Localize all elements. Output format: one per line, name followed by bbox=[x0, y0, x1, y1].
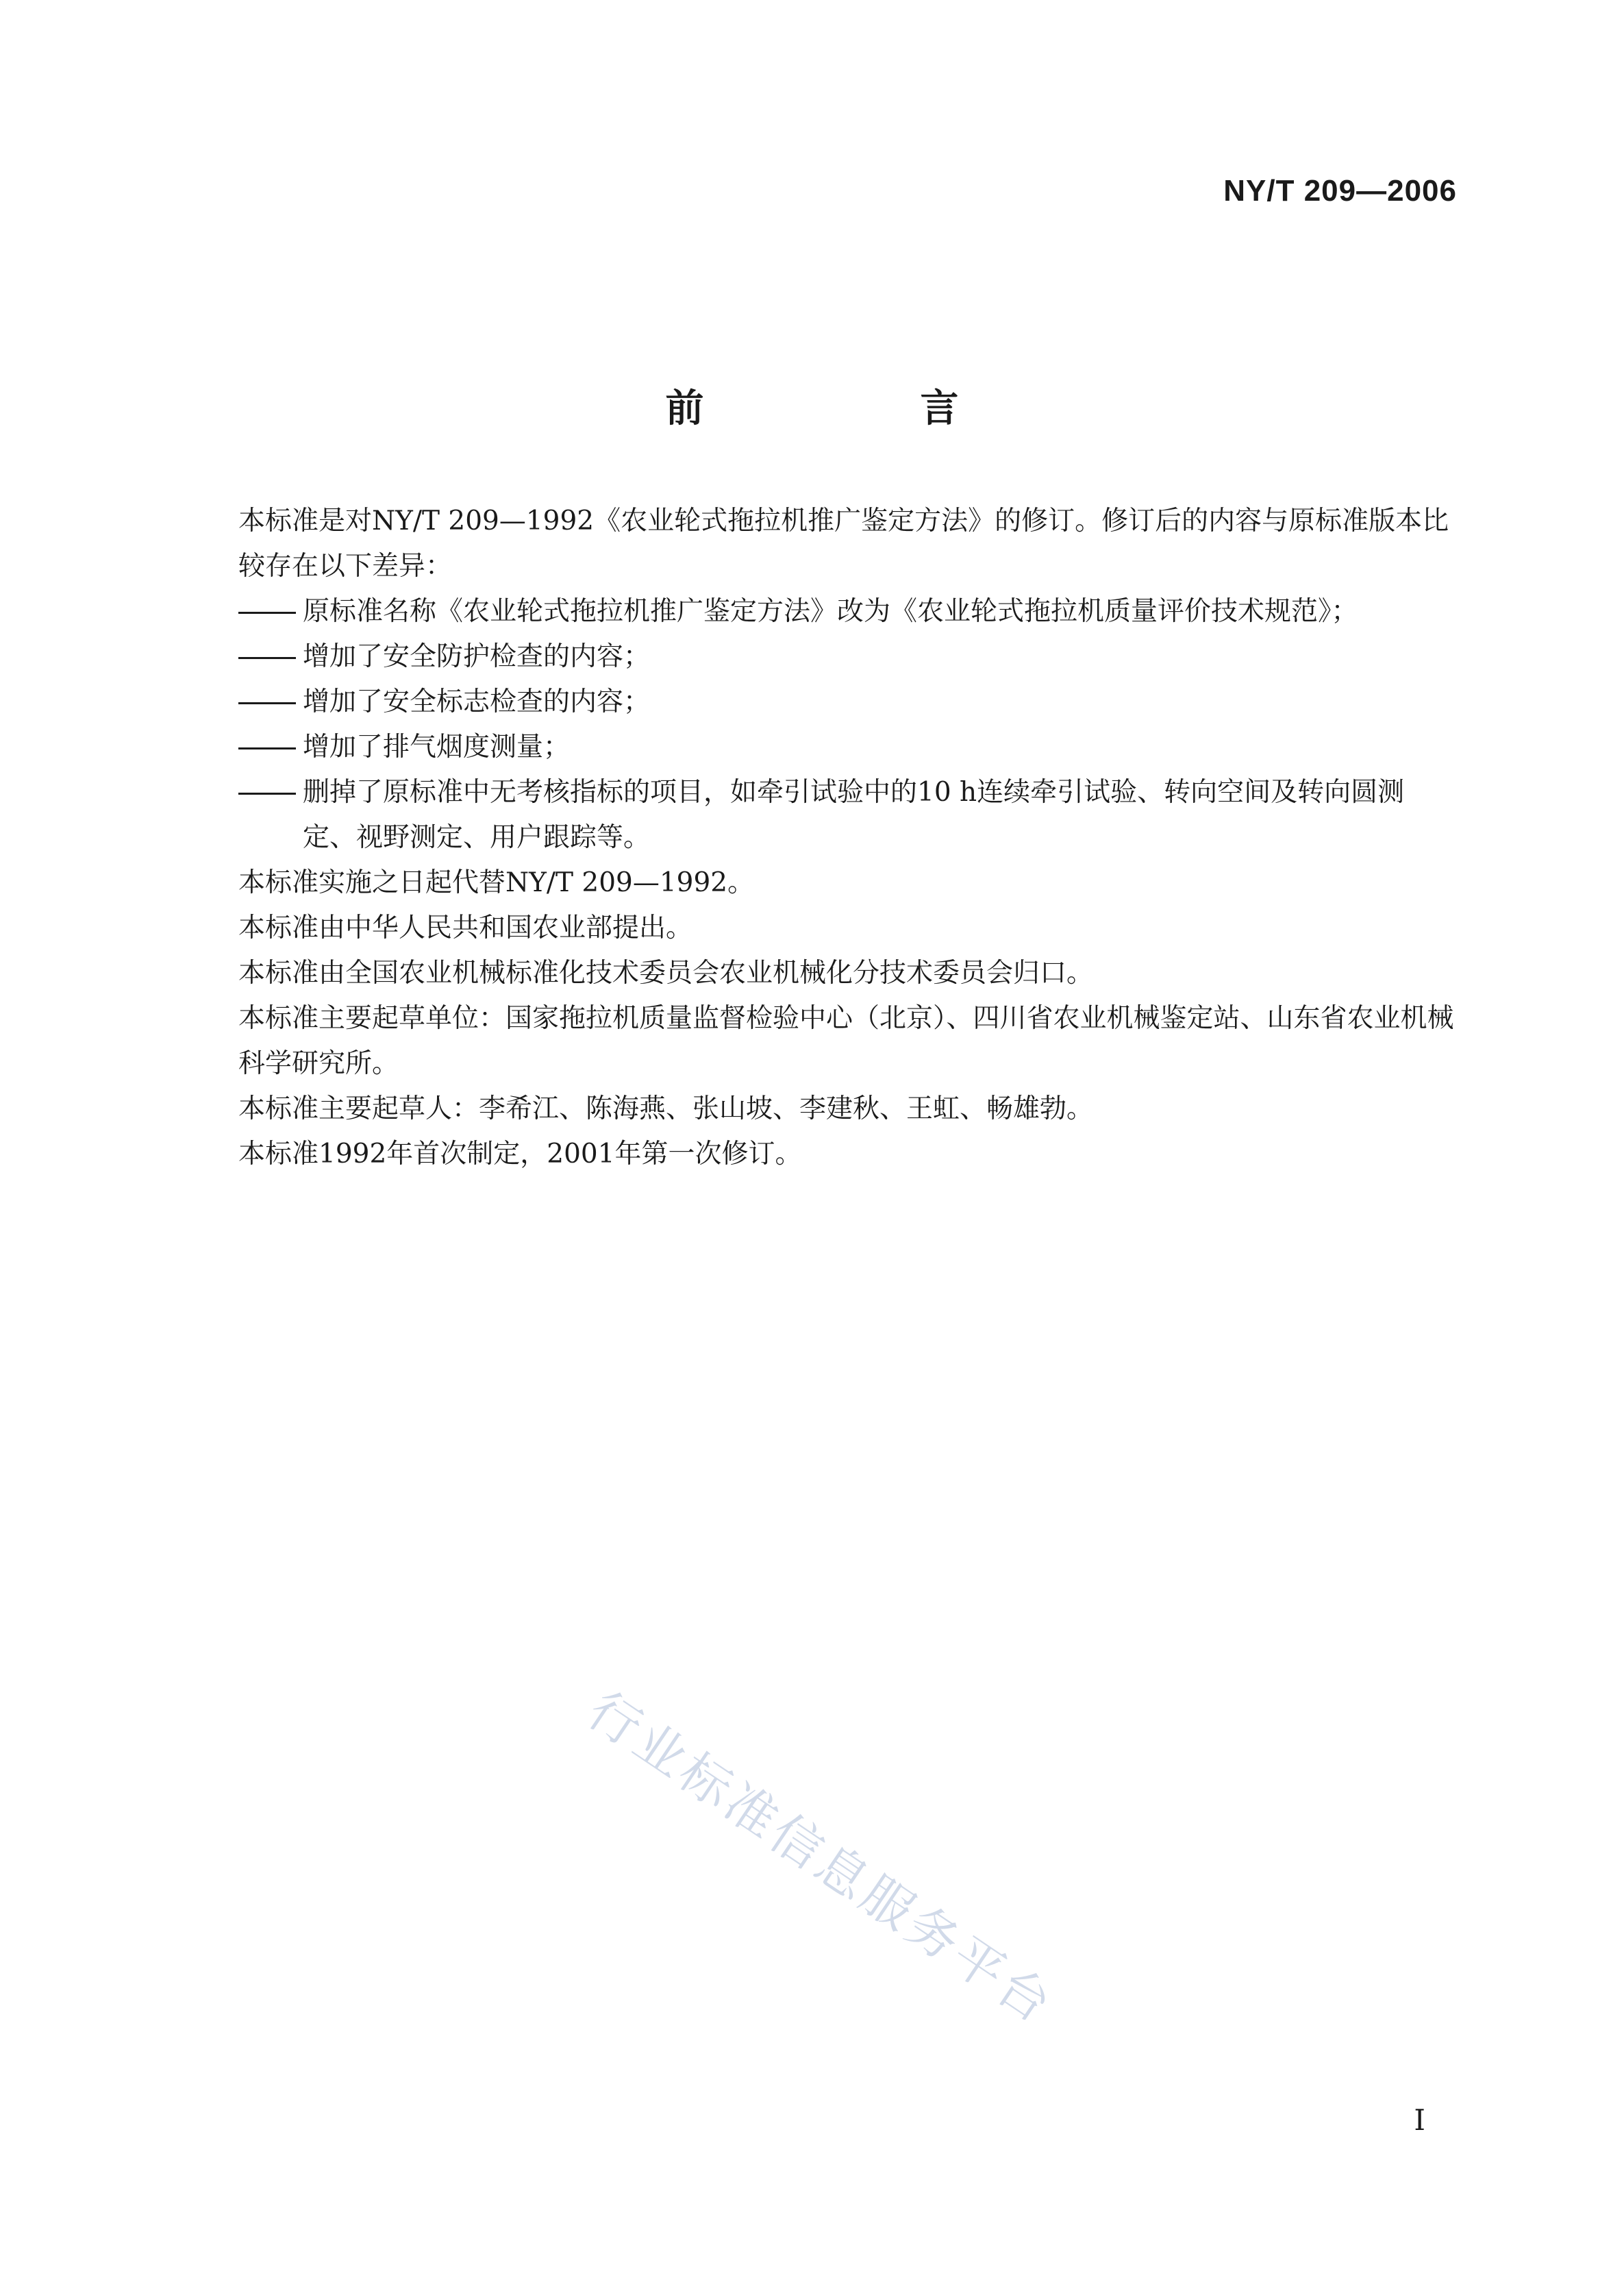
dash-marker bbox=[238, 793, 296, 795]
replaces-paragraph: 本标准实施之日起代替NY/T 209—1992。 bbox=[238, 867, 755, 898]
intro-paragraph: 本标准是对NY/T 209—1992《农业轮式拖拉机推广鉴定方法》的修订。修订后的内容与原标准版本比较存在以下差异： bbox=[238, 506, 1449, 582]
dash-marker bbox=[238, 612, 296, 614]
history-paragraph: 本标准1992年首次制定，2001年第一次修订。 bbox=[238, 1139, 802, 1169]
jurisdiction-paragraph: 本标准由全国农业机械标准化技术委员会农业机械化分技术委员会归口。 bbox=[238, 958, 1094, 989]
difference-item bbox=[238, 680, 1458, 725]
foreword-body bbox=[238, 499, 1458, 1177]
difference-item bbox=[238, 589, 1458, 634]
difference-item bbox=[238, 770, 1458, 860]
watermark: 行业标准信息服务平台 bbox=[577, 1681, 1065, 2036]
dash-marker bbox=[238, 702, 296, 704]
difference-item-text: 增加了安全防护检查的内容； bbox=[303, 641, 651, 672]
dash-marker bbox=[238, 747, 296, 749]
drafters-paragraph: 本标准主要起草人：李希江、陈海燕、张山坡、李建秋、王虹、畅雄勃。 bbox=[238, 1093, 1094, 1124]
proposed-by-paragraph: 本标准由中华人民共和国农业部提出。 bbox=[238, 913, 693, 943]
difference-item-text: 增加了排气烟度测量； bbox=[303, 732, 571, 763]
difference-item-text: 增加了安全标志检查的内容； bbox=[303, 686, 651, 717]
drafting-units-paragraph: 本标准主要起草单位：国家拖拉机质量监督检验中心（北京）、四川省农业机械鉴定站、山东省农业机械科学研究所。 bbox=[238, 1003, 1454, 1079]
difference-item bbox=[238, 634, 1458, 680]
dash-marker bbox=[238, 657, 296, 659]
page-title: 前 言 bbox=[665, 386, 1048, 431]
difference-item-text: 原标准名称《农业轮式拖拉机推广鉴定方法》改为《农业轮式拖拉机质量评价技术规范》； bbox=[303, 596, 1358, 627]
difference-item bbox=[238, 725, 1458, 770]
page-number: I bbox=[1414, 2103, 1425, 2137]
difference-item-text: 删掉了原标准中无考核指标的项目，如牵引试验中的10 h连续牵引试验、转向空间及转向圆测定、视野测定、用户跟踪等。 bbox=[303, 777, 1405, 853]
standard-number: NY/T 209—2006 bbox=[1223, 174, 1457, 208]
